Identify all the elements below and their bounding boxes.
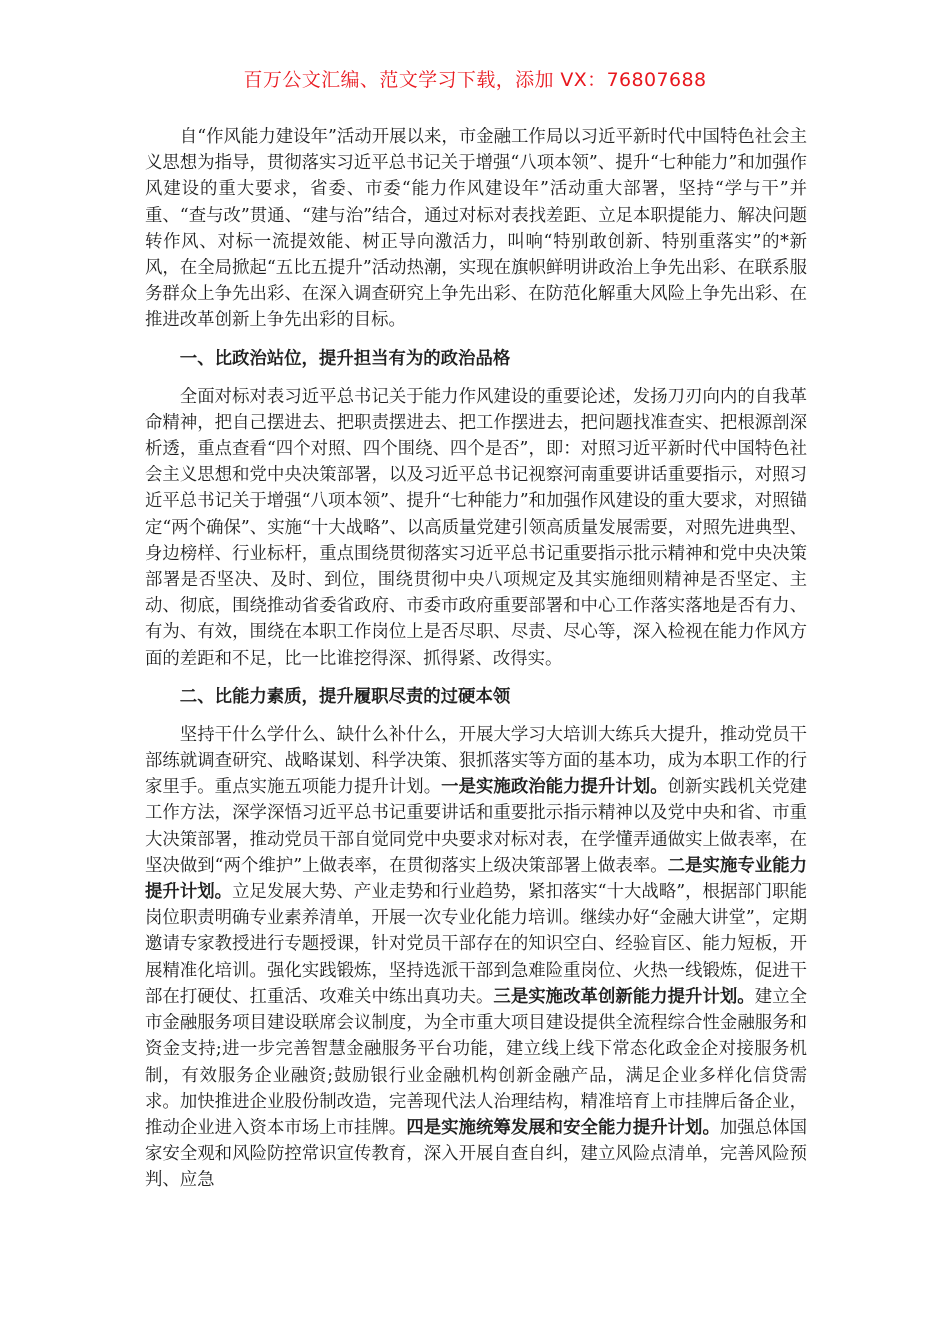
intro-paragraph: 自“作风能力建设年”活动开展以来，市金融工作局以习近平新时代中国特色社会主义思想为指导，贯彻落实习近平总书记关于增强“八项本领”、提升“七种能力”和加强作风建设的重大要求，省委、市委“能力作风建设年”活动重大部署，坚持“学与干”并重、“查与改”贯通、“建与治”结合，通过对标对表找差距、立足本职提能力、解决问题转作风、对标一流提效能、树正导向激活力，叫响“特别敢创新、特别重落实”的*新风，在全局掀起“五比五提升”活动热潮，实现在旗帜鲜明讲政治上争先出彩、在联系服务群众上争先出彩、在深入调查研究上争先出彩、在防范化解重大风险上争先出彩、在推进改革创新上争先出彩的目标。 <box>145 127 807 331</box>
plan-1-text: 创新实践机关党建工作方法，深学深悟习近平总书记重要讲话和重要批示指示精神以及党中央和省、市重大决策部署，推动党员干部自觉同党中央要求对标对表，在学懂弄通做实上做表率，在坚决做到“两个维护”上做表率，在贯彻落实上级决策部署上做表率。 <box>145 777 807 876</box>
section-1-paragraph: 全面对标对表习近平总书记关于能力作风建设的重要论述，发扬刀刃向内的自我革命精神，把自己摆进去、把职责摆进去、把工作摆进去，把问题找准查实、把根源剖深析透，重点查看“四个对照、四个围绕、四个是否”，即：对照习近平新时代中国特色社会主义思想和党中央决策部署，以及习近平总书记视察河南重要讲话重要指示，对照习近平总书记关于增强“八项本领”、提升“七种能力”和加强作风建设的重大要求，对照锚定“两个确保”、实施“十大战略”、以高质量党建引领高质量发展需要，对照先进典型、身边榜样、行业标杆，重点围绕贯彻落实习近平总书记重要指示批示精神和党中央决策部署是否坚决、及时、到位，围绕贯彻中央八项规定及其实施细则精神是否坚定、主动、彻底，围绕推动省委省政府、市委市政府重要部署和中心工作落实落地是否有力、有为、有效，围绕在本职工作岗位上是否尽职、尽责、尽心等，深入检视在能力作风方面的差距和不足，比一比谁挖得深、抓得紧、改得实。 <box>145 386 807 669</box>
watermark-banner: 百万公文汇编、范文学习下载，添加 VX：76807688 <box>243 69 707 91</box>
plan-2-title: 二是实施专业能力提升计划。 <box>145 855 807 903</box>
plan-4-title: 四是实施统筹发展和安全能力提升计划。 <box>406 1117 720 1138</box>
plan-4-text: 加强总体国家安全观和风险防控常识宣传教育，深入开展自查自纠，建立风险点清单，完善风险预判、应急 <box>145 1117 807 1191</box>
plan-2-text: 立足发展大势、产业走势和行业趋势，紧扣落实“十大战略”，根据部门职能岗位职责明确专业素养清单，开展一次专业化能力培训。继续办好“金融大讲堂”，定期邀请专家教授进行专题授课，针对党员干部存在的知识空白、经验盲区、能力短板，开展精准化培训。强化实践锻炼，坚持选派干部到急难险重岗位、火热一线锻炼，促进干部在打硬仗、扛重活、攻难关中练出真功夫。 <box>145 882 807 1007</box>
section-2-intro-text: 坚持干什么学什么、缺什么补什么，开展大学习大培训大练兵大提升，推动党员干部练就调查研究、战略谋划、科学决策、狠抓落实等方面的基本功，成为本职工作的行家里手。重点实施五项能力提升计划。 <box>145 724 807 798</box>
section-1-heading: 一、比政治站位，提升担当有为的政治品格 <box>179 348 511 369</box>
section-2-paragraph <box>145 722 807 1194</box>
plan-3-title: 三是实施改革创新能力提升计划。 <box>493 986 755 1007</box>
plan-3-text: 建立全市金融服务项目建设联席会议制度，为全市重大项目建设提供全流程综合性金融服务和资金支持;进一步完善智慧金融服务平台功能，建立线上线下常态化政金企对接服务机制，有效服务企业融资;鼓励银行业金融机构创新金融产品，满足企业多样化信贷需求。加快推进企业股份制改造，完善现代法人治理结构，精准培育上市挂牌后备企业，推动企业进入资本市场上市挂牌。 <box>145 986 807 1138</box>
section-2-heading: 二、比能力素质，提升履职尽责的过硬本领 <box>179 686 511 707</box>
document-body <box>145 124 807 1194</box>
plan-1-title: 一是实施政治能力提升计划。 <box>441 777 668 798</box>
